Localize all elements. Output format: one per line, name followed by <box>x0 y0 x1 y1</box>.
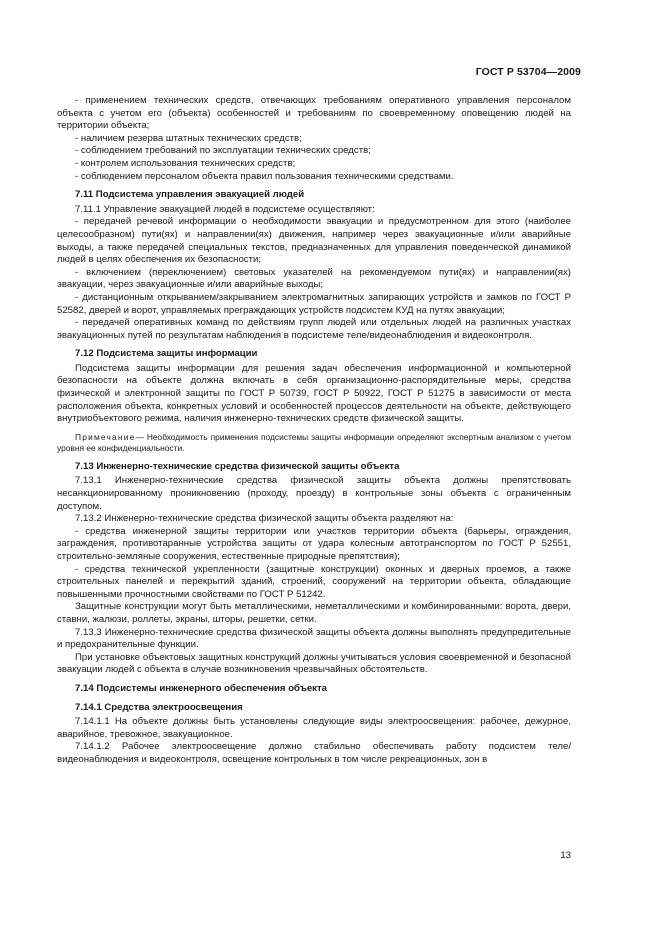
body-paragraph: Подсистема защиты информации для решения задач обеспечения информационной и компьютерной безопасности на объекте должна включать в себя организационно-распорядительные меры, средства физической и электронной защиты по ГОСТ Р 50739, ГОСТ Р 50922, ГОСТ Р 51275 в зависимости от места расположения объекта, конкретных условий и особенностей процессов деятельности на объекте, действующего внутриобъектового режима, наличия инженерно-технических средств физической защиты. <box>57 362 571 425</box>
body-paragraph: При установке объектовых защитных конструкций должны учитываться условия своевременной и безопасной эвакуации людей с объекта в случае возникновения чрезвычайных обстоятельств. <box>57 651 571 676</box>
body-paragraph: - наличием резерва штатных технических средств; <box>75 132 302 144</box>
body-paragraph: - средства инженерной защиты территории или участков территории объекта (барьеры, ограждения, заграждения, противотаранные устройства защиты от удара колесным автотранспортом по ГОСТ Р 52551, строительно-земляные сооружения, естественные природные препятствия); <box>57 525 571 562</box>
section-heading: 7.13 Инженерно-технические средства физической защиты объекта <box>75 460 400 472</box>
note-lead: Примечание <box>75 431 136 442</box>
section-heading: 7.14 Подсистемы инженерного обеспечения объекта <box>75 682 328 694</box>
body-paragraph: 7.11.1 Управление эвакуацией людей в подсистеме осуществляют: <box>75 203 375 215</box>
body-paragraph: Защитные конструкции могут быть металлическими, неметаллическими и комбинированными: ворота, двери, ставни, жалюзи, роллеты, экраны, шторы, решетки, сетки. <box>57 601 571 625</box>
body-paragraph: - контролем использования технических средств; <box>75 157 296 169</box>
note-paragraph <box>57 432 571 455</box>
note-text: — Необходимость применения подсистемы защиты информации определяют экспертным анализом с учетом уровня ее конфиденциальности. <box>57 431 571 454</box>
body-paragraph: - включением (переключением) световых указателей на рекомендуемом пути(ях) и направлении(ях) эвакуации, через эвакуационные и/или аварийные выходы; <box>57 266 571 291</box>
body-paragraph: - соблюдением требований по эксплуатации технических средств; <box>75 145 371 157</box>
section-heading: 7.12 Подсистема защиты информации <box>75 348 258 360</box>
body-paragraph: 7.13.3 Инженерно-технические средства физической защиты объекта должны выполнять предупредительные и предохранительные функции. <box>57 626 571 651</box>
section-heading: 7.11 Подсистема управления эвакуацией людей <box>75 189 305 201</box>
body-paragraph: - передачей речевой информации о необходимости эвакуации и предусмотренном для этого (наиболее целесообразном) пути(ях) и направлении(ях) движения, например через эвакуационные и/или аварийные выходы, а также передачей специальных текстов, предназначенных для управления поведенческой динамикой людей в целях обеспечения их безопасности; <box>57 216 571 266</box>
body-paragraph: - передачей оперативных команд по действиям групп людей или отдельных людей на различных участках эвакуационных путей по результатам наблюдения в подсистеме теле/видеонаблюдения и видеоконтроля. <box>57 317 571 341</box>
body-paragraph: 7.13.2 Инженерно-технические средства физической защиты объекта разделяют на: <box>75 513 454 525</box>
document-body <box>57 95 571 767</box>
body-paragraph: - средства технической укрепленности (защитные конструкции) оконных и дверных проемов, а также строительных панелей и перекрытий зданий, строений, сооружений на территории объекта, обладающие повышенными прочностными свойствами по ГОСТ Р 51242. <box>57 563 571 600</box>
body-paragraph: 7.14.1.2 Рабочее электроосвещение должно стабильно обеспечивать работу подсистем теле/видеонаблюдения и видеоконтроля, освещение контрольных в том числе рекреационных, зон в <box>57 741 571 765</box>
document-header: ГОСТ Р 53704—2009 <box>475 66 581 78</box>
body-paragraph: 7.14.1.1 На объекте должны быть установлены следующие виды электроосвещения: рабочее, дежурное, аварийное, тревожное, эвакуационное. <box>57 716 571 740</box>
body-paragraph: - соблюдением персоналом объекта правил пользования техническими средствами. <box>75 170 454 182</box>
page-number: 13 <box>560 850 571 861</box>
body-paragraph: - дистанционным открыванием/закрыванием электромагнитных запирающих устройств и замков по ГОСТ Р 52582, дверей и ворот, управляемых преграждающих устройств подсистем КУД на путях эвакуации; <box>57 291 571 316</box>
body-paragraph: 7.13.1 Инженерно-технические средства физической защиты объекта должны препятствовать несанкционированному проникновению (проходу, проезду) в контрольные зоны объекта с ограниченным доступом. <box>57 475 571 512</box>
body-paragraph: - применением технических средств, отвечающих требованиям оперативного управления персоналом объекта с учетом его (объекта) особенностей и требованиям по своевременному оповещению людей на территории объекта; <box>57 95 571 132</box>
section-heading: 7.14.1 Средства электроосвещения <box>75 701 243 713</box>
